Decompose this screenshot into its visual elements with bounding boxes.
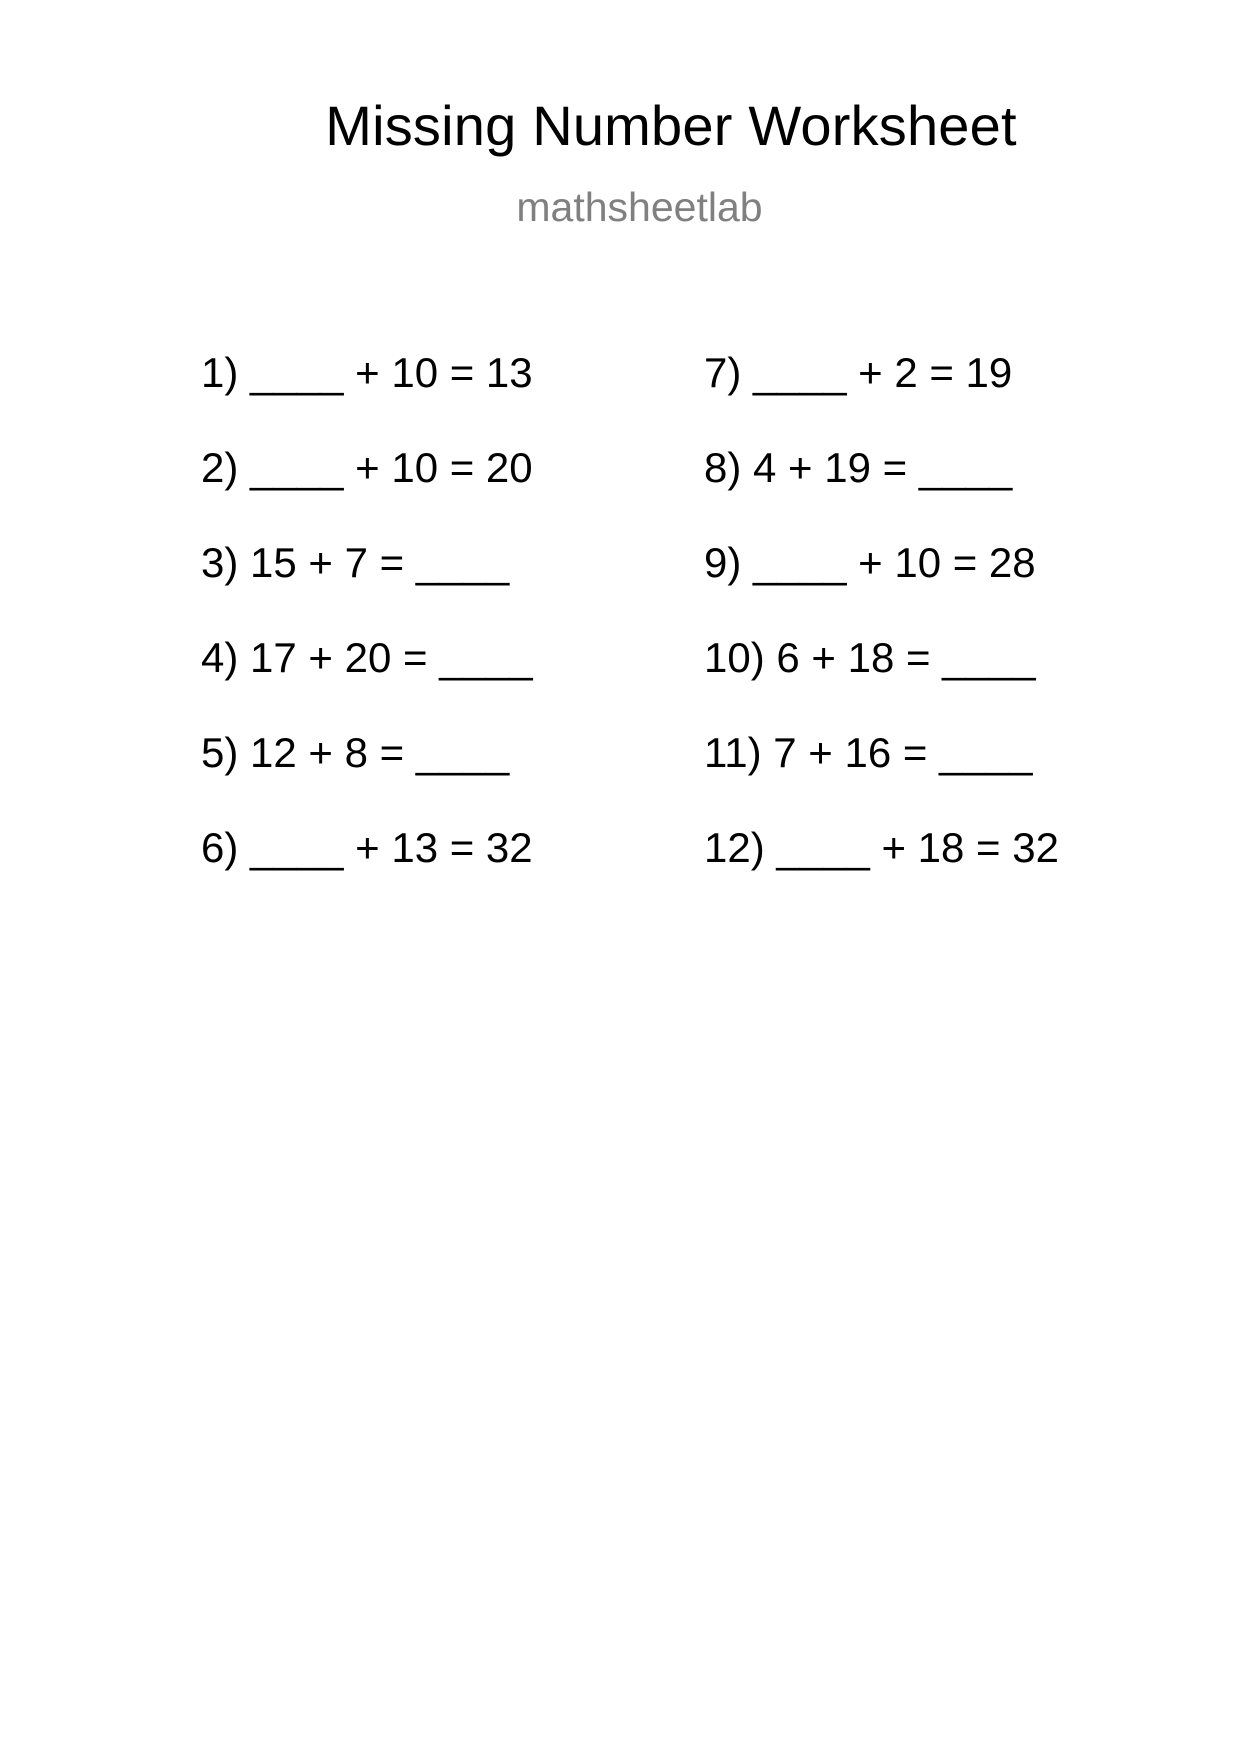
problem-equation: 4 + 19 = ____ — [753, 444, 1013, 491]
problem-number: 4) — [201, 634, 239, 681]
problem-10 — [704, 634, 1059, 732]
problem-number: 12) — [704, 824, 765, 871]
problem-equation: 15 + 7 = ____ — [250, 539, 510, 586]
problem-equation: ____ + 10 = 28 — [753, 539, 1036, 586]
problem-6 — [201, 824, 533, 922]
problem-equation: ____ + 2 = 19 — [753, 349, 1013, 396]
problem-number: 1) — [201, 349, 239, 396]
problem-equation: 17 + 20 = ____ — [250, 634, 533, 681]
problem-2 — [201, 444, 533, 542]
problem-equation: ____ + 18 = 32 — [776, 824, 1059, 871]
problem-7 — [704, 349, 1059, 447]
problem-column-right — [704, 349, 1059, 922]
problem-number: 10) — [704, 634, 765, 681]
problem-equation: ____ + 10 = 20 — [250, 444, 533, 491]
problem-number: 5) — [201, 729, 239, 776]
problem-equation: ____ + 10 = 13 — [250, 349, 533, 396]
problem-column-left — [201, 349, 533, 922]
problem-number: 6) — [201, 824, 239, 871]
problem-3 — [201, 539, 533, 637]
problem-equation: 7 + 16 = ____ — [773, 729, 1033, 776]
problem-number: 11) — [704, 729, 762, 776]
problem-5 — [201, 729, 533, 827]
problem-12 — [704, 824, 1059, 922]
problem-equation: ____ + 13 = 32 — [250, 824, 533, 871]
problem-9 — [704, 539, 1059, 637]
brand-name: mathsheetlab — [516, 184, 763, 230]
problem-number: 8) — [704, 444, 742, 491]
problem-1 — [201, 349, 533, 447]
problem-equation: 6 + 18 = ____ — [776, 634, 1036, 681]
problem-8 — [704, 444, 1059, 542]
problem-number: 9) — [704, 539, 742, 586]
problem-number: 7) — [704, 349, 742, 396]
problem-equation: 12 + 8 = ____ — [250, 729, 510, 776]
problem-number: 3) — [201, 539, 239, 586]
problem-4 — [201, 634, 533, 732]
page-title: Missing Number Worksheet — [325, 94, 1017, 157]
problem-11 — [704, 729, 1059, 827]
problem-number: 2) — [201, 444, 239, 491]
